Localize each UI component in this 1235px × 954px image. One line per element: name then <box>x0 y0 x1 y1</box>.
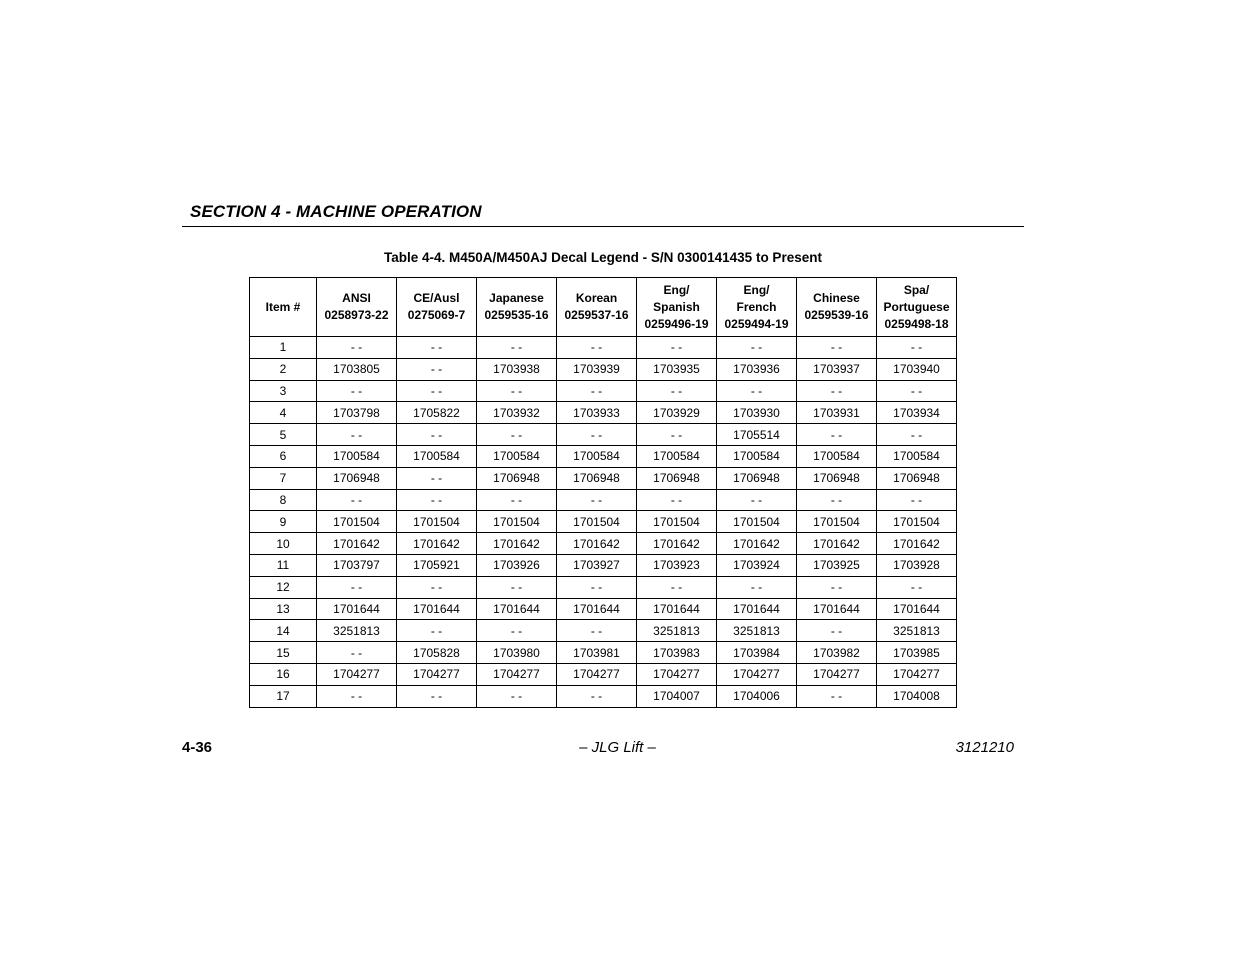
part-number-cell: - - <box>717 489 797 511</box>
part-number-cell: 1701504 <box>557 511 637 533</box>
part-number-cell: 1701642 <box>477 533 557 555</box>
part-number-cell: 1701642 <box>797 533 877 555</box>
part-number-cell: - - <box>397 380 477 402</box>
decal-legend-table <box>249 277 957 708</box>
part-number-cell: 1703805 <box>317 358 397 380</box>
table-body <box>250 337 957 708</box>
item-number-cell: 16 <box>250 663 317 685</box>
part-number-cell: 1704277 <box>717 663 797 685</box>
table-title: Table 4-4. M450A/M450AJ Decal Legend - S/N 0300141435 to Present <box>384 250 822 265</box>
part-number-cell: 1701642 <box>637 533 717 555</box>
item-number-cell: 17 <box>250 685 317 707</box>
footer-center-text: – JLG Lift – <box>579 739 656 756</box>
part-number-cell: 1703928 <box>877 554 957 576</box>
part-number-cell: 1701642 <box>717 533 797 555</box>
part-number-cell: - - <box>797 424 877 446</box>
part-number-cell: 1701644 <box>717 598 797 620</box>
part-number-cell: 1705514 <box>717 424 797 446</box>
part-number-cell: 1700584 <box>797 445 877 467</box>
item-number-cell: 6 <box>250 445 317 467</box>
part-number-cell: - - <box>397 358 477 380</box>
table-row <box>250 533 957 555</box>
item-number-cell: 13 <box>250 598 317 620</box>
part-number-cell: - - <box>397 424 477 446</box>
part-number-cell: 1705822 <box>397 402 477 424</box>
item-number-cell: 9 <box>250 511 317 533</box>
column-header <box>797 278 877 337</box>
table-row <box>250 642 957 664</box>
part-number-cell: 1703932 <box>477 402 557 424</box>
part-number-cell: - - <box>397 467 477 489</box>
column-header-line: Spa/ <box>903 282 930 297</box>
column-header-line: Eng/ <box>663 282 690 297</box>
part-number-cell: 1703982 <box>797 642 877 664</box>
item-number-cell: 14 <box>250 620 317 642</box>
part-number-cell: 1703933 <box>557 402 637 424</box>
table-row <box>250 489 957 511</box>
part-number-cell: 1700584 <box>877 445 957 467</box>
part-number-cell: 1704277 <box>397 663 477 685</box>
part-number-cell: 1701504 <box>317 511 397 533</box>
table-row <box>250 424 957 446</box>
part-number-cell: - - <box>877 424 957 446</box>
part-number-cell: - - <box>717 576 797 598</box>
part-number-cell: 1706948 <box>317 467 397 489</box>
part-number-cell: - - <box>877 576 957 598</box>
column-header-line: 0258973-22 <box>324 308 389 322</box>
section-title: SECTION 4 - MACHINE OPERATION <box>190 202 482 221</box>
part-number-cell: - - <box>717 337 797 359</box>
part-number-cell: 1703981 <box>557 642 637 664</box>
table-row <box>250 380 957 402</box>
part-number-cell: - - <box>477 576 557 598</box>
part-number-cell: 1704277 <box>557 663 637 685</box>
part-number-cell: 1701504 <box>877 511 957 533</box>
column-header-line: 0259498-18 <box>884 316 949 331</box>
part-number-cell: 1703931 <box>797 402 877 424</box>
part-number-cell: 1701504 <box>477 511 557 533</box>
part-number-cell: 1700584 <box>557 445 637 467</box>
table-row <box>250 445 957 467</box>
part-number-cell: - - <box>557 424 637 446</box>
part-number-cell: - - <box>317 576 397 598</box>
item-number-cell: 3 <box>250 380 317 402</box>
part-number-cell: 1700584 <box>477 445 557 467</box>
part-number-cell: 1703980 <box>477 642 557 664</box>
part-number-cell: 1701504 <box>717 511 797 533</box>
part-number-cell: 3251813 <box>637 620 717 642</box>
part-number-cell: 1703925 <box>797 554 877 576</box>
part-number-cell: 1704277 <box>637 663 717 685</box>
part-number-cell: - - <box>477 424 557 446</box>
column-header-line: 0259537-16 <box>564 308 629 322</box>
part-number-cell: 1703938 <box>477 358 557 380</box>
part-number-cell: 1701642 <box>877 533 957 555</box>
item-number-cell: 11 <box>250 554 317 576</box>
part-number-cell: 1701644 <box>317 598 397 620</box>
item-number-cell: 12 <box>250 576 317 598</box>
part-number-cell: 1706948 <box>717 467 797 489</box>
part-number-cell: 1701642 <box>317 533 397 555</box>
part-number-cell: 3251813 <box>877 620 957 642</box>
part-number-cell: 1700584 <box>397 445 477 467</box>
item-number-cell: 8 <box>250 489 317 511</box>
part-number-cell: - - <box>797 685 877 707</box>
part-number-cell: - - <box>317 489 397 511</box>
column-header <box>250 278 317 337</box>
item-number-cell: 7 <box>250 467 317 489</box>
table-header-row <box>250 278 957 337</box>
column-header <box>397 278 477 337</box>
table-row <box>250 337 957 359</box>
part-number-cell: - - <box>637 337 717 359</box>
part-number-cell: 1706948 <box>557 467 637 489</box>
part-number-cell: 1701644 <box>637 598 717 620</box>
column-header <box>557 278 637 337</box>
part-number-cell: 1701644 <box>557 598 637 620</box>
part-number-cell: 1703926 <box>477 554 557 576</box>
part-number-cell: 1705921 <box>397 554 477 576</box>
part-number-cell: 1703924 <box>717 554 797 576</box>
item-number-cell: 10 <box>250 533 317 555</box>
table-row <box>250 554 957 576</box>
part-number-cell: 1701644 <box>797 598 877 620</box>
part-number-cell: 1700584 <box>317 445 397 467</box>
table-row <box>250 620 957 642</box>
part-number-cell: 1701642 <box>557 533 637 555</box>
part-number-cell: - - <box>797 489 877 511</box>
column-header-line: Japanese <box>489 291 544 305</box>
column-header-line: ANSI <box>342 291 371 305</box>
part-number-cell: 1703983 <box>637 642 717 664</box>
part-number-cell: - - <box>557 489 637 511</box>
page-number: 4-36 <box>182 739 213 756</box>
part-number-cell: 1704277 <box>317 663 397 685</box>
part-number-cell: 1706948 <box>797 467 877 489</box>
part-number-cell: 1703930 <box>717 402 797 424</box>
part-number-cell: - - <box>797 576 877 598</box>
part-number-cell: - - <box>397 576 477 598</box>
part-number-cell: - - <box>797 620 877 642</box>
part-number-cell: 3251813 <box>717 620 797 642</box>
part-number-cell: 1703936 <box>717 358 797 380</box>
column-header-line: Eng/ <box>743 282 770 297</box>
document-number: 3121210 <box>955 739 1014 756</box>
part-number-cell: 1701504 <box>397 511 477 533</box>
part-number-cell: - - <box>397 489 477 511</box>
part-number-cell: 1701504 <box>637 511 717 533</box>
part-number-cell: - - <box>877 489 957 511</box>
column-header <box>877 278 957 337</box>
part-number-cell: - - <box>477 489 557 511</box>
part-number-cell: - - <box>637 380 717 402</box>
part-number-cell: - - <box>637 489 717 511</box>
part-number-cell: - - <box>397 685 477 707</box>
column-header <box>717 278 797 337</box>
part-number-cell: - - <box>397 620 477 642</box>
part-number-cell: - - <box>717 380 797 402</box>
part-number-cell: - - <box>877 337 957 359</box>
item-number-cell: 2 <box>250 358 317 380</box>
part-number-cell: - - <box>477 337 557 359</box>
table-row <box>250 663 957 685</box>
part-number-cell: - - <box>317 337 397 359</box>
part-number-cell: 1703923 <box>637 554 717 576</box>
column-header <box>637 278 717 337</box>
column-header-line: 0259496-19 <box>644 316 709 331</box>
column-header-line: French <box>736 299 777 314</box>
column-header-line: 0259539-16 <box>804 308 869 322</box>
column-header-line: 0259535-16 <box>484 308 549 322</box>
column-header-line: 0275069-7 <box>407 308 466 322</box>
part-number-cell: - - <box>317 642 397 664</box>
item-number-cell: 15 <box>250 642 317 664</box>
part-number-cell: 1704277 <box>477 663 557 685</box>
column-header-line: Korean <box>575 291 618 305</box>
table-row <box>250 576 957 598</box>
part-number-cell: 1704006 <box>717 685 797 707</box>
part-number-cell: 1703937 <box>797 358 877 380</box>
part-number-cell: 1705828 <box>397 642 477 664</box>
table-row <box>250 511 957 533</box>
part-number-cell: 3251813 <box>317 620 397 642</box>
table-row <box>250 467 957 489</box>
column-header <box>317 278 397 337</box>
item-number-cell: 5 <box>250 424 317 446</box>
column-header-line: Spanish <box>653 299 700 314</box>
part-number-cell: - - <box>797 337 877 359</box>
item-number-cell: 1 <box>250 337 317 359</box>
part-number-cell: 1700584 <box>637 445 717 467</box>
part-number-cell: 1701644 <box>397 598 477 620</box>
part-number-cell: - - <box>317 380 397 402</box>
part-number-cell: 1703939 <box>557 358 637 380</box>
part-number-cell: - - <box>557 576 637 598</box>
column-header-line: Chinese <box>813 291 860 305</box>
table-row <box>250 402 957 424</box>
part-number-cell: 1703935 <box>637 358 717 380</box>
part-number-cell: - - <box>557 620 637 642</box>
item-number-cell: 4 <box>250 402 317 424</box>
part-number-cell: - - <box>637 576 717 598</box>
part-number-cell: 1701644 <box>477 598 557 620</box>
column-header-line: Item # <box>265 299 301 314</box>
column-header <box>477 278 557 337</box>
column-header-line: 0259494-19 <box>724 316 789 331</box>
part-number-cell: 1703798 <box>317 402 397 424</box>
table-row <box>250 598 957 620</box>
part-number-cell: 1701644 <box>877 598 957 620</box>
part-number-cell: 1706948 <box>637 467 717 489</box>
part-number-cell: 1703927 <box>557 554 637 576</box>
part-number-cell: 1701504 <box>797 511 877 533</box>
part-number-cell: - - <box>317 424 397 446</box>
part-number-cell: - - <box>317 685 397 707</box>
part-number-cell: 1703929 <box>637 402 717 424</box>
part-number-cell: - - <box>477 380 557 402</box>
part-number-cell: 1703934 <box>877 402 957 424</box>
part-number-cell: 1703985 <box>877 642 957 664</box>
part-number-cell: 1703984 <box>717 642 797 664</box>
table-row <box>250 685 957 707</box>
part-number-cell: 1704007 <box>637 685 717 707</box>
part-number-cell: 1704277 <box>877 663 957 685</box>
part-number-cell: - - <box>397 337 477 359</box>
part-number-cell: 1703797 <box>317 554 397 576</box>
part-number-cell: 1704277 <box>797 663 877 685</box>
part-number-cell: 1701642 <box>397 533 477 555</box>
part-number-cell: 1706948 <box>477 467 557 489</box>
table-row <box>250 358 957 380</box>
part-number-cell: - - <box>557 337 637 359</box>
part-number-cell: 1704008 <box>877 685 957 707</box>
part-number-cell: - - <box>877 380 957 402</box>
part-number-cell: 1703940 <box>877 358 957 380</box>
part-number-cell: - - <box>477 685 557 707</box>
part-number-cell: - - <box>477 620 557 642</box>
part-number-cell: 1700584 <box>717 445 797 467</box>
part-number-cell: - - <box>557 380 637 402</box>
column-header-line: CE/Ausl <box>413 291 460 305</box>
part-number-cell: - - <box>637 424 717 446</box>
section-divider <box>182 226 1024 227</box>
column-header-line: Portuguese <box>883 299 950 314</box>
part-number-cell: - - <box>557 685 637 707</box>
part-number-cell: 1706948 <box>877 467 957 489</box>
part-number-cell: - - <box>797 380 877 402</box>
